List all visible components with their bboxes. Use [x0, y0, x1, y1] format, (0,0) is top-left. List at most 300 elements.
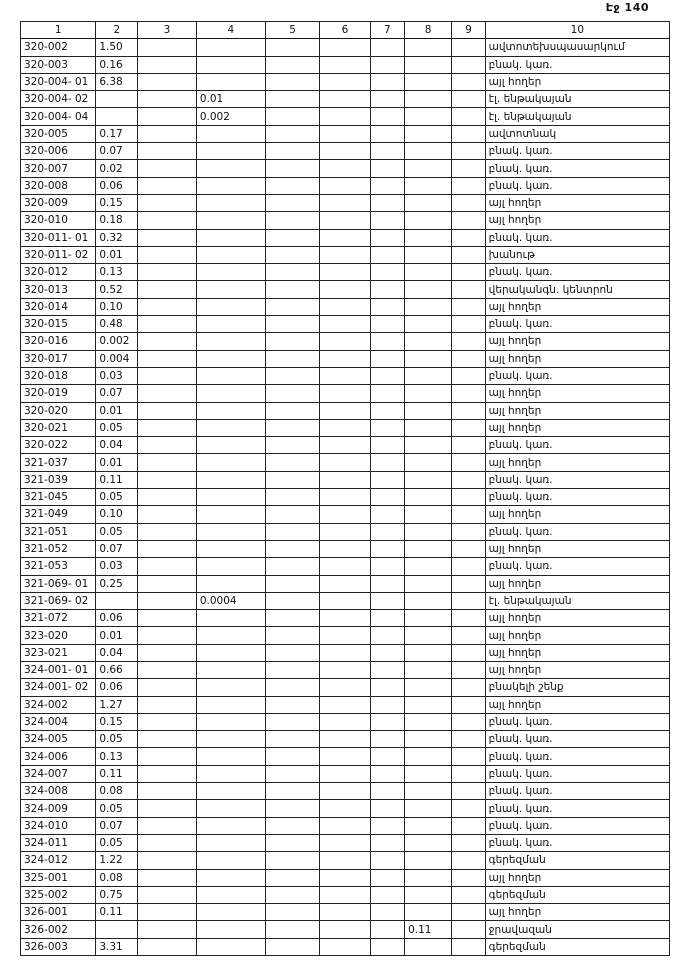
col7-cell — [370, 834, 405, 851]
area-col8-cell — [405, 108, 452, 125]
parcel-code-cell: 324-009 — [21, 800, 96, 817]
parcel-code-cell: 324-001- 01 — [21, 661, 96, 678]
col5-cell — [265, 212, 319, 229]
col6-cell — [320, 679, 370, 696]
col3-cell — [138, 540, 197, 557]
col5-cell — [265, 367, 319, 384]
table-row — [21, 108, 670, 125]
col7-cell — [370, 160, 405, 177]
parcel-code-cell: 324-002 — [21, 696, 96, 713]
table-row — [21, 56, 670, 73]
col6-cell — [320, 39, 370, 56]
col9-cell — [452, 661, 485, 678]
area-col8-cell — [405, 765, 452, 782]
area-col4-cell — [196, 367, 265, 384]
land-use-cell: այլ հողեր — [485, 696, 669, 713]
col6-cell — [320, 610, 370, 627]
col9-cell — [452, 921, 485, 938]
land-use-cell: բնակ. կառ. — [485, 800, 669, 817]
col7-cell — [370, 264, 405, 281]
col3-cell — [138, 246, 197, 263]
column-header: 2 — [96, 22, 138, 39]
col5-cell — [265, 904, 319, 921]
table-row — [21, 367, 670, 384]
area-col8-cell — [405, 938, 452, 955]
land-use-cell: գերեզման — [485, 886, 669, 903]
col5-cell — [265, 610, 319, 627]
col3-cell — [138, 748, 197, 765]
table-row — [21, 246, 670, 263]
page-number: Էջ 140 — [605, 1, 649, 14]
parcel-code-cell: 325-001 — [21, 869, 96, 886]
area-col2-cell: 0.06 — [96, 679, 138, 696]
col9-cell — [452, 523, 485, 540]
parcel-code-cell: 320-011- 02 — [21, 246, 96, 263]
col6-cell — [320, 575, 370, 592]
parcel-code-cell: 324-010 — [21, 817, 96, 834]
area-col8-cell — [405, 367, 452, 384]
table-row — [21, 316, 670, 333]
col7-cell — [370, 575, 405, 592]
parcel-code-cell: 320-019 — [21, 385, 96, 402]
area-col4-cell — [196, 281, 265, 298]
col7-cell — [370, 108, 405, 125]
land-use-cell: բնակ. կառ. — [485, 264, 669, 281]
col5-cell — [265, 834, 319, 851]
col3-cell — [138, 333, 197, 350]
parcel-code-cell: 326-002 — [21, 921, 96, 938]
area-col8-cell — [405, 886, 452, 903]
land-use-cell: այլ հողեր — [485, 212, 669, 229]
col7-cell — [370, 39, 405, 56]
col5-cell — [265, 333, 319, 350]
col3-cell — [138, 471, 197, 488]
area-col8-cell: 0.11 — [405, 921, 452, 938]
area-col4-cell: 0.002 — [196, 108, 265, 125]
parcel-code-cell: 320-017 — [21, 350, 96, 367]
table-row — [21, 696, 670, 713]
area-col4-cell: 0.0004 — [196, 592, 265, 609]
col3-cell — [138, 454, 197, 471]
land-use-cell: բնակ. կառ. — [485, 56, 669, 73]
table-row — [21, 575, 670, 592]
land-use-cell: այլ հողեր — [485, 350, 669, 367]
col5-cell — [265, 869, 319, 886]
area-col2-cell: 0.03 — [96, 367, 138, 384]
col9-cell — [452, 91, 485, 108]
land-use-cell: այլ հողեր — [485, 644, 669, 661]
table-row — [21, 748, 670, 765]
col7-cell — [370, 437, 405, 454]
land-use-cell: բնակելի շենք — [485, 679, 669, 696]
land-use-cell: այլ հողեր — [485, 298, 669, 315]
table-row — [21, 194, 670, 211]
area-col4-cell — [196, 212, 265, 229]
col9-cell — [452, 904, 485, 921]
area-col4-cell — [196, 298, 265, 315]
area-col8-cell — [405, 264, 452, 281]
col5-cell — [265, 696, 319, 713]
area-col4-cell — [196, 886, 265, 903]
col7-cell — [370, 333, 405, 350]
col6-cell — [320, 367, 370, 384]
col9-cell — [452, 696, 485, 713]
col6-cell — [320, 454, 370, 471]
area-col8-cell — [405, 783, 452, 800]
col3-cell — [138, 264, 197, 281]
table-row — [21, 852, 670, 869]
col7-cell — [370, 696, 405, 713]
area-col4-cell — [196, 350, 265, 367]
area-col2-cell: 0.32 — [96, 229, 138, 246]
land-use-cell: բնակ. կառ. — [485, 367, 669, 384]
table-row — [21, 904, 670, 921]
table-row — [21, 437, 670, 454]
land-use-cell: բնակ. կառ. — [485, 316, 669, 333]
col3-cell — [138, 523, 197, 540]
area-col4-cell — [196, 540, 265, 557]
col9-cell — [452, 610, 485, 627]
table-row — [21, 385, 670, 402]
area-col4-cell — [196, 56, 265, 73]
col3-cell — [138, 298, 197, 315]
area-col8-cell — [405, 869, 452, 886]
col5-cell — [265, 316, 319, 333]
col6-cell — [320, 402, 370, 419]
col3-cell — [138, 402, 197, 419]
area-col4-cell — [196, 696, 265, 713]
area-col2-cell: 0.11 — [96, 904, 138, 921]
area-col8-cell — [405, 834, 452, 851]
parcel-code-cell: 323-021 — [21, 644, 96, 661]
col7-cell — [370, 506, 405, 523]
col5-cell — [265, 627, 319, 644]
land-use-cell: բնակ. կառ. — [485, 160, 669, 177]
col9-cell — [452, 471, 485, 488]
col7-cell — [370, 731, 405, 748]
col3-cell — [138, 56, 197, 73]
land-use-cell: բնակ. կառ. — [485, 783, 669, 800]
land-use-cell: ջրավազան — [485, 921, 669, 938]
parcel-code-cell: 326-001 — [21, 904, 96, 921]
table-row — [21, 264, 670, 281]
area-col8-cell — [405, 489, 452, 506]
land-use-cell: բնակ. կառ. — [485, 471, 669, 488]
table-row — [21, 333, 670, 350]
col7-cell — [370, 852, 405, 869]
area-col2-cell — [96, 91, 138, 108]
col6-cell — [320, 73, 370, 90]
area-col2-cell: 0.05 — [96, 489, 138, 506]
land-use-cell: բնակ. կառ. — [485, 817, 669, 834]
col6-cell — [320, 229, 370, 246]
col6-cell — [320, 713, 370, 730]
area-col4-cell — [196, 558, 265, 575]
area-col2-cell: 0.05 — [96, 419, 138, 436]
area-col4-cell — [196, 229, 265, 246]
parcel-code-cell: 321-072 — [21, 610, 96, 627]
area-col2-cell: 0.06 — [96, 177, 138, 194]
land-use-cell: այլ հողեր — [485, 869, 669, 886]
col5-cell — [265, 558, 319, 575]
col9-cell — [452, 558, 485, 575]
col9-cell — [452, 316, 485, 333]
area-col8-cell — [405, 748, 452, 765]
area-col8-cell — [405, 731, 452, 748]
col5-cell — [265, 783, 319, 800]
area-col8-cell — [405, 419, 452, 436]
area-col4-cell — [196, 177, 265, 194]
col6-cell — [320, 523, 370, 540]
table-row — [21, 540, 670, 557]
col3-cell — [138, 177, 197, 194]
parcel-code-cell: 321-052 — [21, 540, 96, 557]
land-register-table — [20, 21, 670, 956]
area-col4-cell — [196, 800, 265, 817]
area-col2-cell: 0.07 — [96, 143, 138, 160]
col7-cell — [370, 540, 405, 557]
col9-cell — [452, 679, 485, 696]
area-col2-cell: 0.15 — [96, 713, 138, 730]
col6-cell — [320, 800, 370, 817]
area-col2-cell: 0.01 — [96, 454, 138, 471]
col9-cell — [452, 298, 485, 315]
col5-cell — [265, 765, 319, 782]
col3-cell — [138, 644, 197, 661]
col6-cell — [320, 437, 370, 454]
col6-cell — [320, 661, 370, 678]
column-header: 9 — [452, 22, 485, 39]
col3-cell — [138, 661, 197, 678]
col6-cell — [320, 783, 370, 800]
col5-cell — [265, 298, 319, 315]
area-col2-cell: 0.11 — [96, 471, 138, 488]
col3-cell — [138, 592, 197, 609]
col7-cell — [370, 56, 405, 73]
col3-cell — [138, 834, 197, 851]
col9-cell — [452, 143, 485, 160]
col6-cell — [320, 644, 370, 661]
col9-cell — [452, 229, 485, 246]
col6-cell — [320, 834, 370, 851]
col7-cell — [370, 765, 405, 782]
col9-cell — [452, 506, 485, 523]
parcel-code-cell: 320-004- 01 — [21, 73, 96, 90]
area-col2-cell: 0.01 — [96, 402, 138, 419]
area-col8-cell — [405, 852, 452, 869]
area-col4-cell — [196, 523, 265, 540]
area-col2-cell: 0.04 — [96, 437, 138, 454]
col7-cell — [370, 367, 405, 384]
area-col2-cell: 0.10 — [96, 506, 138, 523]
col5-cell — [265, 575, 319, 592]
col3-cell — [138, 627, 197, 644]
column-header: 4 — [196, 22, 265, 39]
land-use-cell: այլ հողեր — [485, 661, 669, 678]
col5-cell — [265, 454, 319, 471]
area-col8-cell — [405, 471, 452, 488]
col3-cell — [138, 350, 197, 367]
area-col4-cell — [196, 419, 265, 436]
table-row — [21, 143, 670, 160]
col6-cell — [320, 904, 370, 921]
area-col2-cell: 0.16 — [96, 56, 138, 73]
area-col8-cell — [405, 333, 452, 350]
col5-cell — [265, 125, 319, 142]
area-col2-cell: 0.13 — [96, 264, 138, 281]
col6-cell — [320, 350, 370, 367]
col3-cell — [138, 713, 197, 730]
area-col8-cell — [405, 316, 452, 333]
col7-cell — [370, 298, 405, 315]
area-col8-cell — [405, 143, 452, 160]
area-col8-cell — [405, 523, 452, 540]
col5-cell — [265, 350, 319, 367]
land-use-cell: այլ հողեր — [485, 385, 669, 402]
col7-cell — [370, 471, 405, 488]
col3-cell — [138, 229, 197, 246]
col9-cell — [452, 108, 485, 125]
col5-cell — [265, 91, 319, 108]
area-col8-cell — [405, 540, 452, 557]
area-col2-cell: 0.10 — [96, 298, 138, 315]
table-row — [21, 281, 670, 298]
col9-cell — [452, 575, 485, 592]
area-col2-cell: 0.08 — [96, 869, 138, 886]
area-col2-cell: 0.18 — [96, 212, 138, 229]
col6-cell — [320, 194, 370, 211]
land-use-cell: բնակ. կառ. — [485, 177, 669, 194]
table-row — [21, 73, 670, 90]
area-col4-cell — [196, 506, 265, 523]
parcel-code-cell: 320-007 — [21, 160, 96, 177]
area-col2-cell: 0.08 — [96, 783, 138, 800]
parcel-code-cell: 320-012 — [21, 264, 96, 281]
col9-cell — [452, 160, 485, 177]
col3-cell — [138, 800, 197, 817]
land-use-cell: այլ հողեր — [485, 402, 669, 419]
col9-cell — [452, 817, 485, 834]
col7-cell — [370, 194, 405, 211]
parcel-code-cell: 324-006 — [21, 748, 96, 765]
area-col4-cell — [196, 454, 265, 471]
col9-cell — [452, 852, 485, 869]
col5-cell — [265, 419, 319, 436]
land-use-cell: այլ հողեր — [485, 454, 669, 471]
area-col4-cell — [196, 834, 265, 851]
table-row — [21, 523, 670, 540]
col5-cell — [265, 661, 319, 678]
land-use-cell: խանութ — [485, 246, 669, 263]
area-col2-cell: 0.004 — [96, 350, 138, 367]
col7-cell — [370, 904, 405, 921]
table-row — [21, 731, 670, 748]
col3-cell — [138, 852, 197, 869]
col7-cell — [370, 212, 405, 229]
area-col2-cell: 0.75 — [96, 886, 138, 903]
col5-cell — [265, 731, 319, 748]
area-col8-cell — [405, 73, 452, 90]
parcel-code-cell: 325-002 — [21, 886, 96, 903]
col9-cell — [452, 56, 485, 73]
table-row — [21, 489, 670, 506]
col7-cell — [370, 921, 405, 938]
col3-cell — [138, 783, 197, 800]
col5-cell — [265, 143, 319, 160]
area-col8-cell — [405, 160, 452, 177]
col6-cell — [320, 731, 370, 748]
col5-cell — [265, 246, 319, 263]
col5-cell — [265, 471, 319, 488]
column-header: 6 — [320, 22, 370, 39]
area-col4-cell — [196, 143, 265, 160]
area-col4-cell — [196, 852, 265, 869]
area-col2-cell: 1.27 — [96, 696, 138, 713]
col6-cell — [320, 177, 370, 194]
col9-cell — [452, 264, 485, 281]
col6-cell — [320, 886, 370, 903]
col6-cell — [320, 921, 370, 938]
parcel-code-cell: 320-010 — [21, 212, 96, 229]
area-col8-cell — [405, 454, 452, 471]
land-use-cell: այլ հողեր — [485, 540, 669, 557]
land-use-cell: բնակ. կառ. — [485, 765, 669, 782]
col6-cell — [320, 298, 370, 315]
area-col2-cell: 0.11 — [96, 765, 138, 782]
area-col2-cell: 0.05 — [96, 523, 138, 540]
parcel-code-cell: 320-015 — [21, 316, 96, 333]
col3-cell — [138, 73, 197, 90]
col6-cell — [320, 385, 370, 402]
col3-cell — [138, 731, 197, 748]
col9-cell — [452, 713, 485, 730]
table-row — [21, 91, 670, 108]
table-row — [21, 869, 670, 886]
table-row — [21, 610, 670, 627]
col5-cell — [265, 281, 319, 298]
table-row — [21, 212, 670, 229]
col9-cell — [452, 886, 485, 903]
land-use-cell: բնակ. կառ. — [485, 489, 669, 506]
table-row — [21, 592, 670, 609]
table-row — [21, 886, 670, 903]
table-row — [21, 783, 670, 800]
col3-cell — [138, 367, 197, 384]
col9-cell — [452, 731, 485, 748]
col5-cell — [265, 938, 319, 955]
parcel-code-cell: 320-004- 04 — [21, 108, 96, 125]
col7-cell — [370, 886, 405, 903]
area-col8-cell — [405, 385, 452, 402]
col6-cell — [320, 506, 370, 523]
header-row — [21, 22, 670, 39]
col3-cell — [138, 125, 197, 142]
col3-cell — [138, 194, 197, 211]
parcel-code-cell: 320-018 — [21, 367, 96, 384]
col9-cell — [452, 281, 485, 298]
col3-cell — [138, 281, 197, 298]
col6-cell — [320, 419, 370, 436]
column-header: 5 — [265, 22, 319, 39]
col6-cell — [320, 212, 370, 229]
col7-cell — [370, 523, 405, 540]
parcel-code-cell: 320-004- 02 — [21, 91, 96, 108]
table-row — [21, 834, 670, 851]
col7-cell — [370, 350, 405, 367]
col6-cell — [320, 125, 370, 142]
col9-cell — [452, 869, 485, 886]
col9-cell — [452, 212, 485, 229]
